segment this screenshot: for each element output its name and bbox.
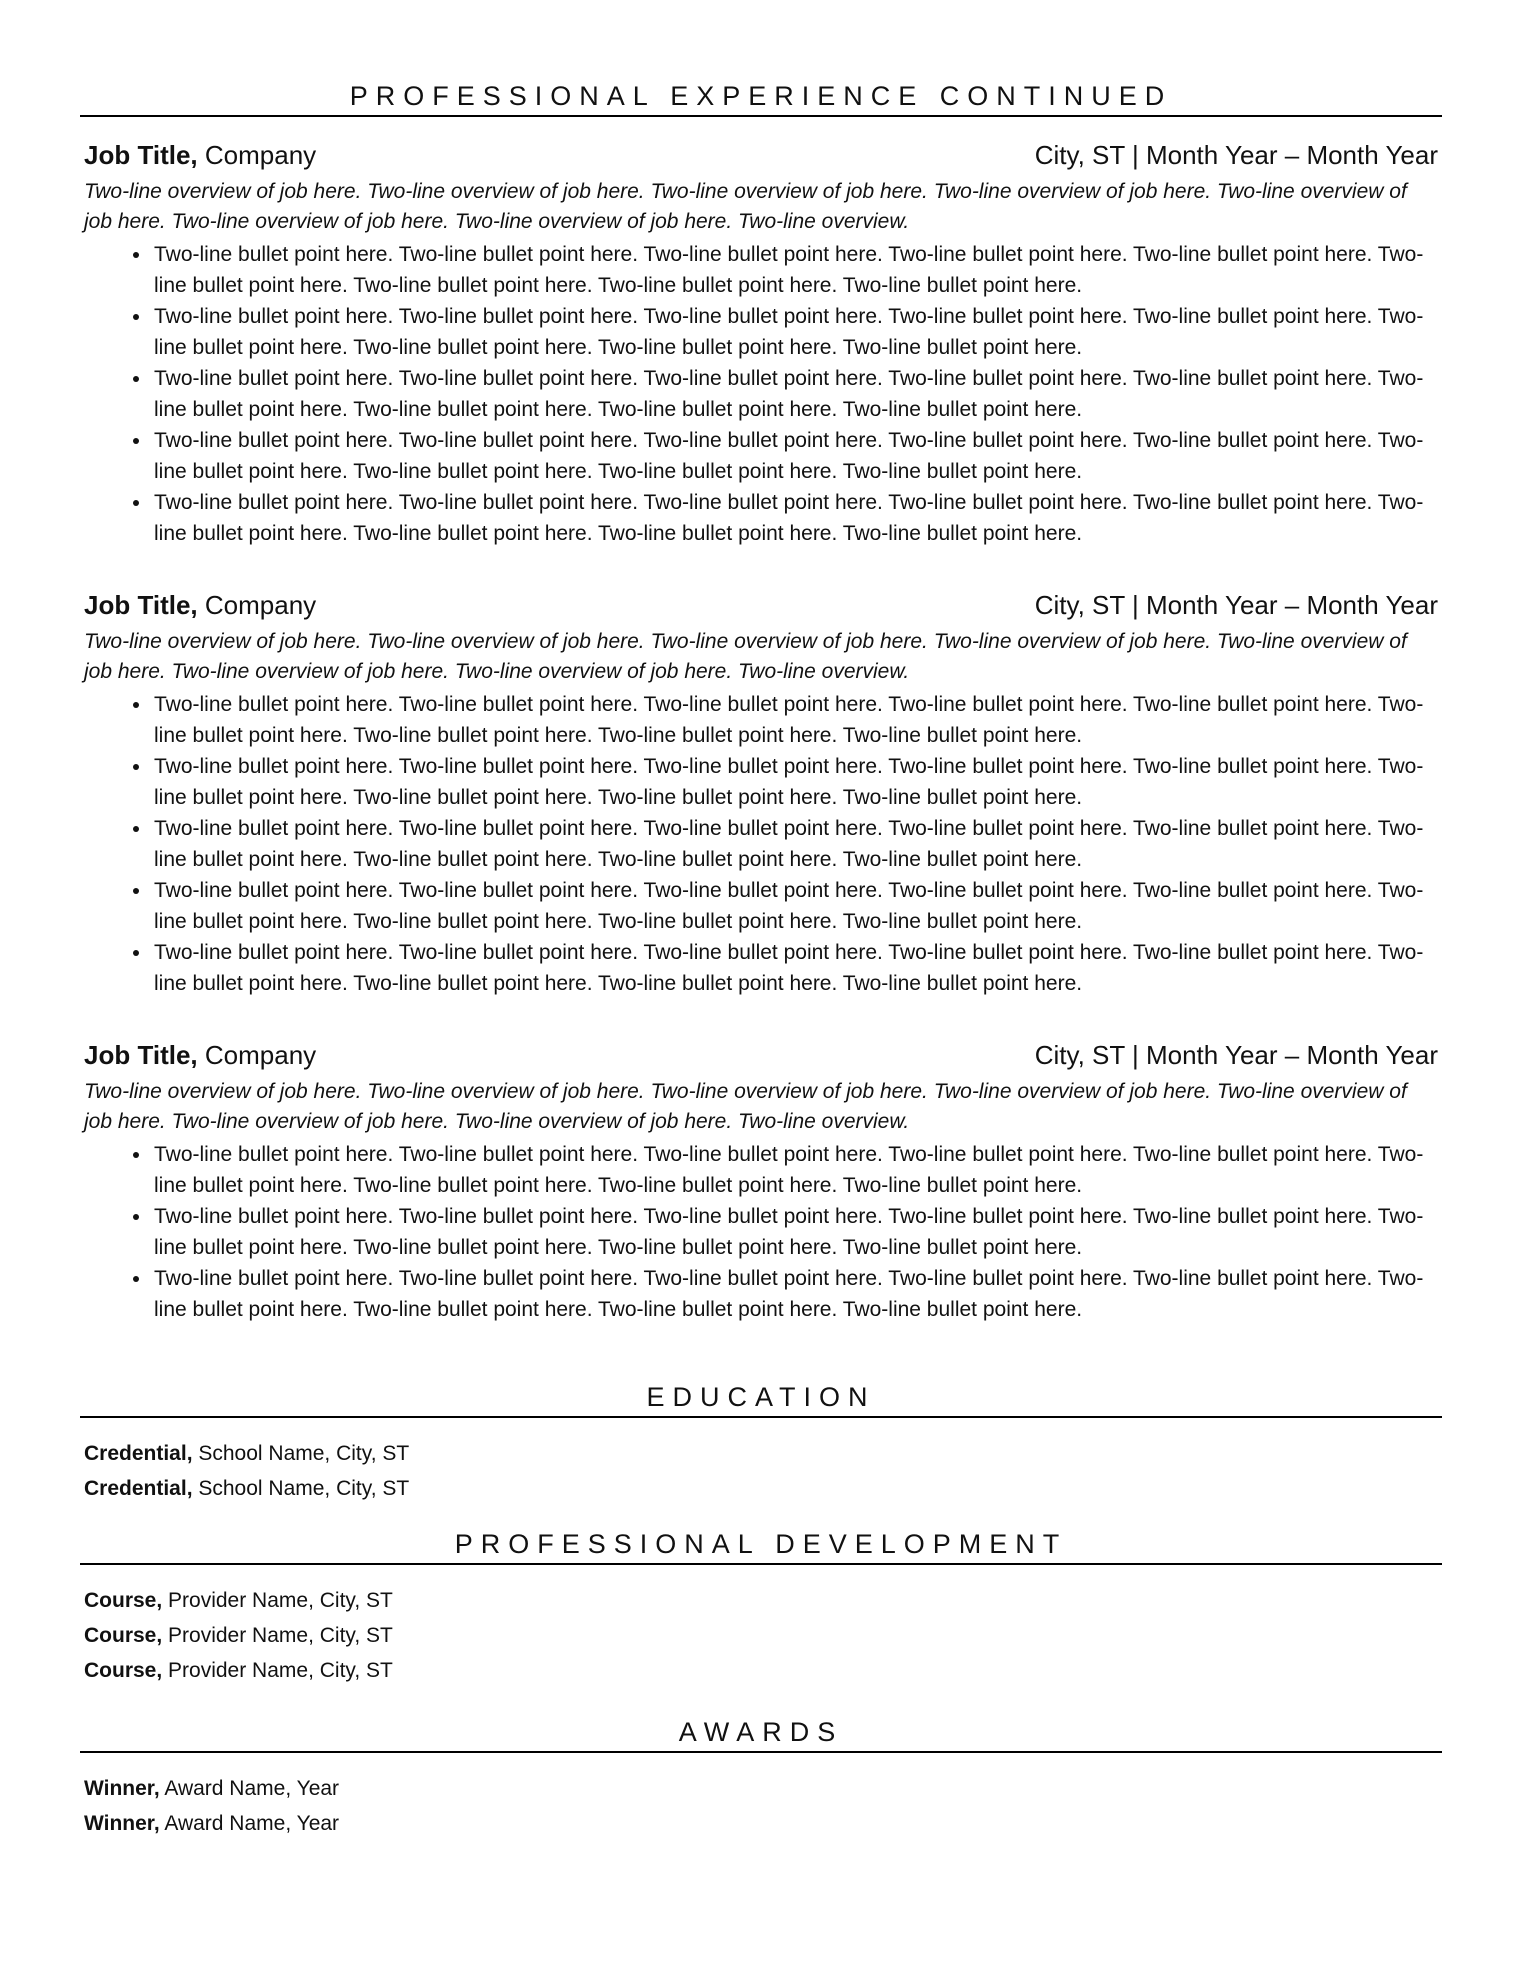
bullet-point: • Two-line bullet point here. Two-line bullet point here. Two-line bullet point here. Two-line bullet point here. Two-line bullet point here. Two-line bullet point here. Two-line bullet point here. Two-line bullet point here. Two-line bullet point here. bbox=[152, 301, 1438, 363]
job-bullets bbox=[84, 689, 1438, 999]
job-title: Job Title, bbox=[84, 1040, 198, 1070]
bullet-point: • Two-line bullet point here. Two-line bullet point here. Two-line bullet point here. Two-line bullet point here. Two-line bullet point here. Two-line bullet point here. Two-line bullet point here. Two-line bullet point here. Two-line bullet point here. bbox=[152, 875, 1438, 937]
bullet-point: • Two-line bullet point here. Two-line bullet point here. Two-line bullet point here. Two-line bullet point here. Two-line bullet point here. Two-line bullet point here. Two-line bullet point here. Two-line bullet point here. Two-line bullet point here. bbox=[152, 1263, 1438, 1325]
entry-label: Credential, bbox=[84, 1477, 193, 1500]
entry-label: Course, bbox=[84, 1659, 163, 1682]
bullet-point: • Two-line bullet point here. Two-line bullet point here. Two-line bullet point here. Two-line bullet point here. Two-line bullet point here. Two-line bullet point here. Two-line bullet point here. Two-line bullet point here. Two-line bullet point here. bbox=[152, 689, 1438, 751]
entry-text: Provider Name, City, ST bbox=[162, 1624, 393, 1647]
bullet-point: • Two-line bullet point here. Two-line bullet point here. Two-line bullet point here. Two-line bullet point here. Two-line bullet point here. Two-line bullet point here. Two-line bullet point here. Two-line bullet point here. Two-line bullet point here. bbox=[152, 751, 1438, 813]
job-overview: Two-line overview of job here. Two-line overview of job here. Two-line overview of job here. Two-line overview of job here. Two-line overview of job here. Two-line overview of job here. Two-line overview of job here. Two-line overview. bbox=[84, 630, 1407, 683]
award-entry bbox=[84, 1771, 1438, 1806]
development-entry bbox=[84, 1583, 1438, 1618]
entry-text: School Name, City, ST bbox=[192, 1477, 410, 1500]
bullet-point: • Two-line bullet point here. Two-line bullet point here. Two-line bullet point here. Two-line bullet point here. Two-line bullet point here. Two-line bullet point here. Two-line bullet point here. Two-line bullet point here. Two-line bullet point here. bbox=[152, 813, 1438, 875]
bullet-point: • Two-line bullet point here. Two-line bullet point here. Two-line bullet point here. Two-line bullet point here. Two-line bullet point here. Two-line bullet point here. Two-line bullet point here. Two-line bullet point here. Two-line bullet point here. bbox=[152, 937, 1438, 999]
education-entry bbox=[84, 1436, 1438, 1471]
resume-page bbox=[80, 80, 1442, 1841]
entry-label: Winner, bbox=[84, 1777, 160, 1800]
job-entry bbox=[80, 139, 1442, 549]
job-title: Job Title, bbox=[84, 590, 198, 620]
entry-text: Provider Name, City, ST bbox=[162, 1659, 393, 1682]
bullet-point: • Two-line bullet point here. Two-line bullet point here. Two-line bullet point here. Two-line bullet point here. Two-line bullet point here. Two-line bullet point here. Two-line bullet point here. Two-line bullet point here. Two-line bullet point here. bbox=[152, 1139, 1438, 1201]
job-location-dates: City, ST | Month Year – Month Year bbox=[1034, 140, 1438, 170]
entry-label: Winner, bbox=[84, 1812, 160, 1835]
job-header bbox=[84, 139, 1438, 171]
bullet-point: • Two-line bullet point here. Two-line bullet point here. Two-line bullet point here. Two-line bullet point here. Two-line bullet point here. Two-line bullet point here. Two-line bullet point here. Two-line bullet point here. Two-line bullet point here. bbox=[152, 363, 1438, 425]
bullet-point: • Two-line bullet point here. Two-line bullet point here. Two-line bullet point here. Two-line bullet point here. Two-line bullet point here. Two-line bullet point here. Two-line bullet point here. Two-line bullet point here. Two-line bullet point here. bbox=[152, 1201, 1438, 1263]
development-heading: PROFESSIONAL DEVELOPMENT bbox=[80, 1528, 1442, 1565]
entry-text: Award Name, Year bbox=[159, 1812, 340, 1835]
job-title-company bbox=[84, 589, 316, 621]
job-location-dates: City, ST | Month Year – Month Year bbox=[1034, 590, 1438, 620]
job-header bbox=[84, 1039, 1438, 1071]
development-entry bbox=[84, 1618, 1438, 1653]
job-entry bbox=[80, 589, 1442, 999]
bullet-point: • Two-line bullet point here. Two-line bullet point here. Two-line bullet point here. Two-line bullet point here. Two-line bullet point here. Two-line bullet point here. Two-line bullet point here. Two-line bullet point here. Two-line bullet point here. bbox=[152, 487, 1438, 549]
education-heading: EDUCATION bbox=[80, 1381, 1442, 1418]
awards-heading: AWARDS bbox=[80, 1716, 1442, 1753]
job-overview: Two-line overview of job here. Two-line overview of job here. Two-line overview of job here. Two-line overview of job here. Two-line overview of job here. Two-line overview of job here. Two-line overview of job here. Two-line overview. bbox=[84, 180, 1407, 233]
entry-text: Award Name, Year bbox=[159, 1777, 340, 1800]
bullet-point: • Two-line bullet point here. Two-line bullet point here. Two-line bullet point here. Two-line bullet point here. Two-line bullet point here. Two-line bullet point here. Two-line bullet point here. Two-line bullet point here. Two-line bullet point here. bbox=[152, 239, 1438, 301]
job-company: Company bbox=[204, 1040, 317, 1070]
development-entry bbox=[84, 1653, 1438, 1688]
entry-text: Provider Name, City, ST bbox=[162, 1589, 393, 1612]
entry-label: Course, bbox=[84, 1589, 163, 1612]
job-title-company bbox=[84, 1039, 316, 1071]
job-title-company bbox=[84, 139, 316, 171]
job-title: Job Title, bbox=[84, 140, 198, 170]
job-entry bbox=[80, 1039, 1442, 1325]
job-location-dates: City, ST | Month Year – Month Year bbox=[1034, 1040, 1438, 1070]
entry-text: School Name, City, ST bbox=[192, 1442, 410, 1465]
job-company: Company bbox=[204, 140, 317, 170]
entry-label: Credential, bbox=[84, 1442, 193, 1465]
job-overview: Two-line overview of job here. Two-line overview of job here. Two-line overview of job here. Two-line overview of job here. Two-line overview of job here. Two-line overview of job here. Two-line overview of job here. Two-line overview. bbox=[84, 1080, 1407, 1133]
job-bullets bbox=[84, 1139, 1438, 1325]
development-list bbox=[80, 1565, 1442, 1688]
bullet-point: • Two-line bullet point here. Two-line bullet point here. Two-line bullet point here. Two-line bullet point here. Two-line bullet point here. Two-line bullet point here. Two-line bullet point here. Two-line bullet point here. Two-line bullet point here. bbox=[152, 425, 1438, 487]
entry-label: Course, bbox=[84, 1624, 163, 1647]
job-header bbox=[84, 589, 1438, 621]
education-entry bbox=[84, 1471, 1438, 1506]
awards-list bbox=[80, 1753, 1442, 1841]
experience-heading: PROFESSIONAL EXPERIENCE CONTINUED bbox=[80, 80, 1442, 117]
job-company: Company bbox=[204, 590, 317, 620]
job-bullets bbox=[84, 239, 1438, 549]
education-list bbox=[80, 1418, 1442, 1506]
award-entry bbox=[84, 1806, 1438, 1841]
